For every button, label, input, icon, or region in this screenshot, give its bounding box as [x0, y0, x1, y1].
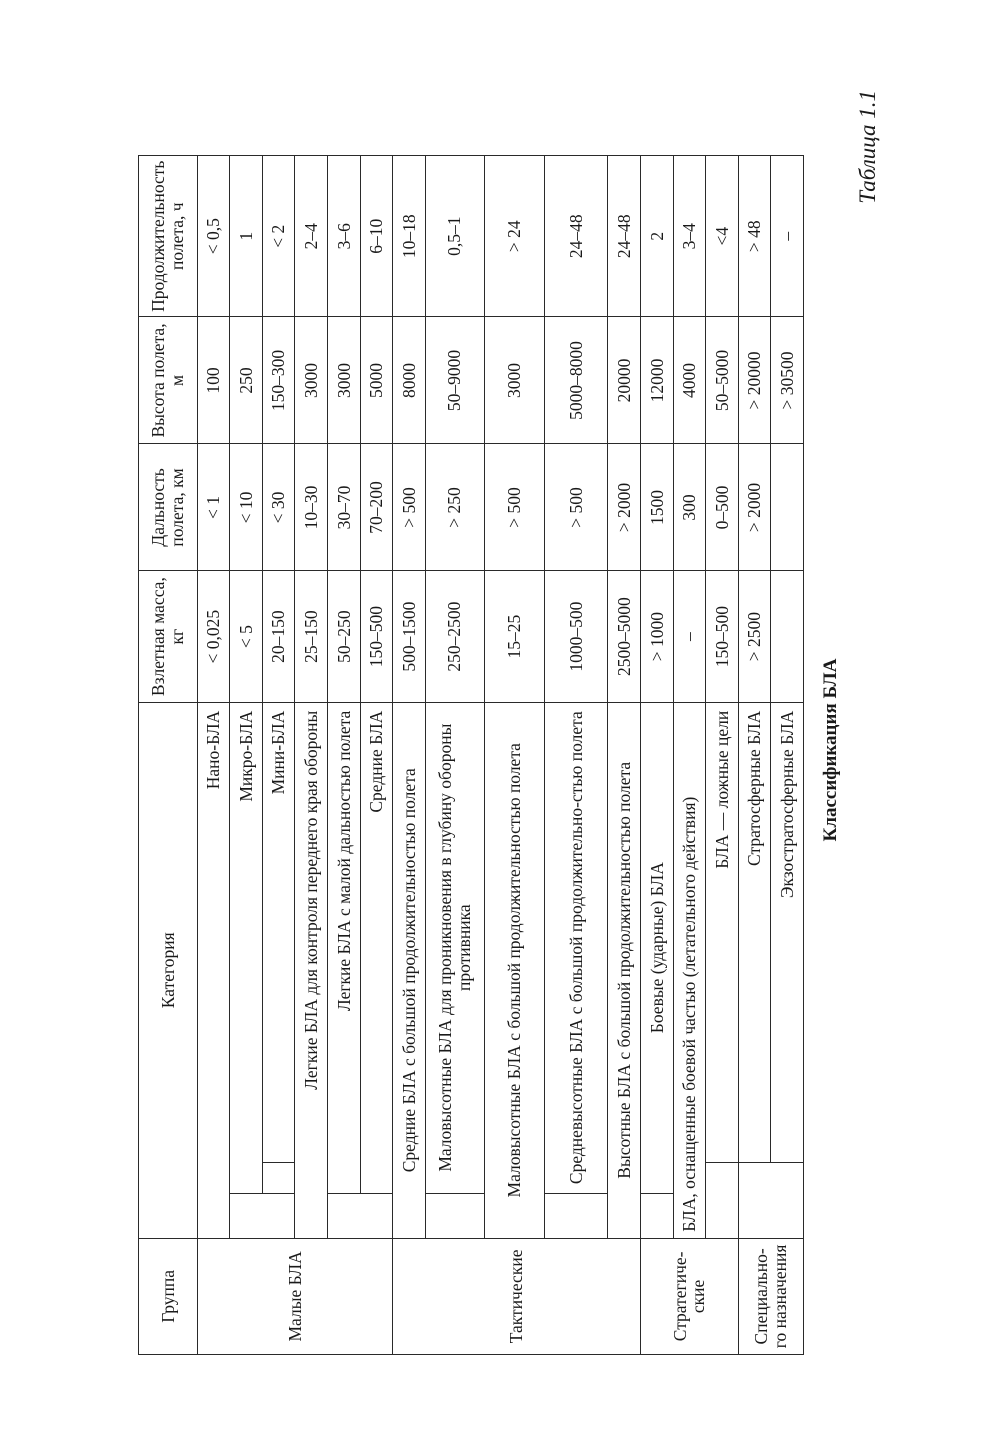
range-cell: < 1: [197, 444, 230, 571]
category-cell: БЛА, оснащенные боевой частью (летательного действия): [673, 702, 706, 1238]
duration-cell: > 48: [738, 156, 771, 317]
table-row: [608, 156, 641, 1355]
indent-cell: [360, 1193, 393, 1238]
category-cell: Высотные БЛА с большой продолжительностью полета: [608, 702, 641, 1238]
mass-cell: 1000–500: [545, 571, 608, 702]
duration-cell: 3–6: [328, 156, 361, 317]
header-mass: Взлетная масса, кг: [139, 571, 198, 702]
category-cell: Маловысотные БЛА для проникновения в глубину обороны противника: [425, 702, 484, 1193]
header-row: [139, 156, 198, 1355]
category-cell: Маловысотные БЛА с большой продолжительностью полета: [484, 702, 545, 1238]
table-row: [484, 156, 545, 1355]
category-cell: Боевые (ударные) БЛА: [640, 702, 673, 1193]
duration-cell: < 2: [262, 156, 295, 317]
indent-cell: [262, 1193, 295, 1238]
range-cell: > 250: [425, 444, 484, 571]
altitude-cell: 50–9000: [425, 317, 484, 444]
table-title-wrap: [820, 0, 842, 1440]
duration-cell: 6–10: [360, 156, 393, 317]
table-row: [738, 156, 771, 1355]
category-cell: Стратосферные БЛА: [738, 702, 771, 1163]
table-row: [673, 156, 706, 1355]
range-cell: < 10: [230, 444, 263, 571]
duration-cell: 3–4: [673, 156, 706, 317]
table-title: Классификация БЛА: [820, 658, 841, 842]
altitude-cell: 5000–8000: [545, 317, 608, 444]
mass-cell: [771, 571, 804, 702]
category-cell: Средние БЛА: [360, 702, 393, 1193]
category-cell: Средневысотные БЛА с большой продолжительно-стью полета: [545, 702, 608, 1193]
table-row: [706, 156, 739, 1355]
indent-cell: [738, 1163, 771, 1238]
duration-cell: 2–4: [295, 156, 328, 317]
mass-cell: 250–2500: [425, 571, 484, 702]
category-cell: Мини-БЛА: [262, 702, 295, 1163]
category-cell: Средние БЛА с большой продолжительностью полета: [393, 702, 426, 1238]
table-row: [328, 156, 361, 1355]
classification-table: [138, 155, 804, 1355]
range-cell: [771, 444, 804, 571]
table-row: [425, 156, 484, 1355]
altitude-cell: 5000: [360, 317, 393, 444]
table-row: [197, 156, 230, 1355]
range-cell: > 2000: [608, 444, 641, 571]
mass-cell: 500–1500: [393, 571, 426, 702]
category-cell: Легкие БЛА для контроля переднего края обороны: [295, 702, 328, 1238]
header-category: Категория: [139, 702, 198, 1238]
mass-cell: 50–250: [328, 571, 361, 702]
duration-cell: <4: [706, 156, 739, 317]
indent-cell: [230, 1193, 263, 1238]
range-cell: 70–200: [360, 444, 393, 571]
header-range: Дальность полета, км: [139, 444, 198, 571]
mass-cell: –: [673, 571, 706, 702]
indent-cell: [640, 1193, 673, 1238]
mass-cell: 2500–5000: [608, 571, 641, 702]
group-cell-special: Специально-го назначения: [738, 1238, 803, 1354]
header-duration: Продолжительность полета, ч: [139, 156, 198, 317]
indent-cell: [328, 1193, 361, 1238]
range-cell: 300: [673, 444, 706, 571]
duration-cell: > 24: [484, 156, 545, 317]
mass-cell: < 0,025: [197, 571, 230, 702]
table-row: [262, 156, 295, 1355]
category-cell: Микро-БЛА: [230, 702, 263, 1193]
altitude-cell: 150–300: [262, 317, 295, 444]
range-cell: > 500: [393, 444, 426, 571]
indent-cell: [425, 1193, 484, 1238]
group-cell-strategic: Стратегиче-ские: [640, 1238, 738, 1354]
indent-cell: [545, 1193, 608, 1238]
range-cell: > 2000: [738, 444, 771, 571]
indent-cell: [262, 1163, 295, 1193]
duration-cell: 1: [230, 156, 263, 317]
table-row: [295, 156, 328, 1355]
category-cell: Нано-БЛА: [197, 702, 230, 1238]
table-row: [771, 156, 804, 1355]
table-row: [230, 156, 263, 1355]
altitude-cell: 12000: [640, 317, 673, 444]
mass-cell: 25–150: [295, 571, 328, 702]
altitude-cell: 8000: [393, 317, 426, 444]
duration-cell: 24–48: [608, 156, 641, 317]
altitude-cell: > 30500: [771, 317, 804, 444]
altitude-cell: 50–5000: [706, 317, 739, 444]
duration-cell: 0,5–1: [425, 156, 484, 317]
altitude-cell: 20000: [608, 317, 641, 444]
duration-cell: 10–18: [393, 156, 426, 317]
category-cell: БЛА — ложные цели: [706, 702, 739, 1163]
range-cell: > 500: [545, 444, 608, 571]
mass-cell: < 5: [230, 571, 263, 702]
altitude-cell: 4000: [673, 317, 706, 444]
table-row: [545, 156, 608, 1355]
indent-cell: [771, 1163, 804, 1238]
header-altitude: Высота полета, м: [139, 317, 198, 444]
header-group: Группа: [139, 1238, 198, 1354]
mass-cell: > 1000: [640, 571, 673, 702]
mass-cell: 15–25: [484, 571, 545, 702]
altitude-cell: 3000: [484, 317, 545, 444]
mass-cell: > 2500: [738, 571, 771, 702]
mass-cell: 20–150: [262, 571, 295, 702]
group-cell-small: Малые БЛА: [197, 1238, 393, 1354]
range-cell: 1500: [640, 444, 673, 571]
duration-cell: 24–48: [545, 156, 608, 317]
duration-cell: –: [771, 156, 804, 317]
range-cell: 0–500: [706, 444, 739, 571]
range-cell: > 500: [484, 444, 545, 571]
mass-cell: 150–500: [360, 571, 393, 702]
table-caption: Таблица 1.1: [855, 90, 880, 204]
altitude-cell: 3000: [328, 317, 361, 444]
table-row: [393, 156, 426, 1355]
altitude-cell: 3000: [295, 317, 328, 444]
duration-cell: < 0,5: [197, 156, 230, 317]
table-row: [640, 156, 673, 1355]
category-cell: Легкие БЛА с малой дальностью полета: [328, 702, 361, 1193]
range-cell: 30–70: [328, 444, 361, 571]
range-cell: 10–30: [295, 444, 328, 571]
duration-cell: 2: [640, 156, 673, 317]
altitude-cell: 250: [230, 317, 263, 444]
table-row: [360, 156, 393, 1355]
group-cell-tactical: Тактические: [393, 1238, 641, 1354]
altitude-cell: 100: [197, 317, 230, 444]
altitude-cell: > 20000: [738, 317, 771, 444]
indent-cell: [706, 1163, 739, 1238]
mass-cell: 150–500: [706, 571, 739, 702]
category-cell: Экзостратосферные БЛА: [771, 702, 804, 1163]
range-cell: < 30: [262, 444, 295, 571]
